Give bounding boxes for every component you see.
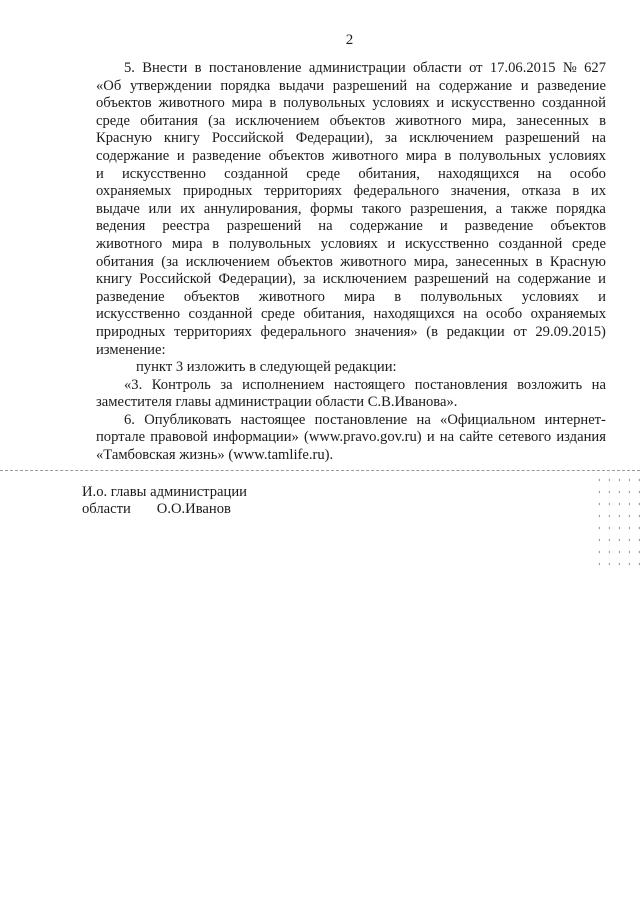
body-word: или: [148, 200, 172, 217]
body-word: животного: [340, 253, 407, 270]
body-word: обитания: [96, 253, 154, 270]
signature-title: И.о. главы администрации: [82, 484, 247, 500]
body-word: мира,: [413, 253, 449, 270]
body-word: разведение: [192, 147, 262, 164]
body-word: (www.pravo.gov.ru): [303, 429, 422, 446]
body-word: книгу: [96, 271, 132, 288]
body-word: разрешений: [414, 271, 489, 288]
body-word: созданной: [188, 306, 253, 323]
body-word: за: [385, 130, 398, 147]
body-word: реестра: [162, 218, 210, 235]
body-line: пункт 3 изложить в следующей редакции:: [136, 359, 397, 376]
body-word: на: [416, 411, 431, 428]
body-line: [96, 183, 606, 201]
body-word: постановление: [208, 60, 302, 76]
body-line: [96, 60, 606, 78]
body-word: искусственно: [121, 165, 206, 182]
body-line: [96, 236, 606, 254]
body-word: сетевого: [498, 429, 552, 446]
body-word: искусственно: [404, 235, 489, 252]
body-word: порядка: [220, 77, 271, 94]
body-word: значения»: [354, 323, 418, 340]
body-line: [96, 306, 606, 324]
body-word: а: [495, 200, 503, 217]
body-word: в: [535, 253, 543, 270]
body-word: полувольных: [420, 288, 503, 305]
body-line: [96, 218, 606, 236]
body-word: животного: [158, 95, 225, 112]
body-word: животного: [395, 112, 462, 129]
body-word: объектов: [183, 288, 240, 305]
body-word: исключением: [409, 130, 494, 147]
body-word: и: [387, 235, 396, 252]
signature-name: О.О.Иванов: [156, 501, 231, 517]
body-word: мира,: [471, 112, 507, 129]
body-word: редакции: [446, 323, 505, 340]
body-word: и: [96, 165, 104, 182]
body-word: утверждении: [129, 77, 212, 94]
body-word: животного: [332, 147, 399, 164]
body-word: за: [220, 376, 233, 393]
body-word: среде: [306, 165, 341, 182]
body-word: и: [598, 271, 606, 288]
body-word: области: [412, 60, 462, 76]
body-word: портале: [96, 429, 146, 446]
body-word: содержание: [517, 271, 591, 288]
body-line: [96, 148, 606, 166]
body-word: федерального: [260, 323, 347, 340]
body-word: в: [394, 288, 402, 305]
body-word: администрации: [308, 60, 406, 76]
body-word: разрешений: [226, 218, 302, 235]
body-word: в: [269, 95, 277, 112]
body-word: исключением: [235, 112, 320, 129]
body-word: (за: [208, 112, 226, 129]
body-word: ведения: [96, 218, 146, 235]
body-word: среде: [96, 112, 130, 129]
body-word: за: [303, 271, 316, 288]
body-word: значения,: [450, 183, 510, 200]
body-word: сайте: [459, 429, 494, 446]
body-word: настоящее: [240, 411, 306, 428]
body-word: находящихся: [438, 165, 520, 182]
body-word: на: [591, 376, 606, 393]
body-word: на: [415, 77, 431, 94]
body-word: разведение: [96, 288, 165, 305]
body-word: разведение: [464, 218, 534, 235]
body-word: разрешения,: [409, 200, 487, 217]
body-word: обитания: [140, 112, 198, 129]
body-word: Федерации),: [295, 130, 374, 147]
body-line: [96, 289, 606, 307]
body-word: (в: [426, 323, 438, 340]
body-word: природных: [182, 183, 253, 200]
body-word: условиях: [548, 147, 606, 164]
body-word: природных: [96, 323, 166, 340]
body-word: 627: [584, 60, 606, 76]
page-number: 2: [345, 32, 355, 48]
body-word: территориях: [174, 323, 252, 340]
body-word: такого: [361, 200, 402, 217]
body-word: 5.: [124, 60, 135, 76]
body-word: территориях: [264, 183, 342, 200]
body-line: [96, 254, 606, 272]
body-word: исключением: [322, 271, 407, 288]
body-word: на: [318, 218, 333, 235]
body-word: объектов: [277, 253, 333, 270]
body-word: объектов: [96, 95, 152, 112]
body-word: мира: [171, 235, 203, 252]
body-word: «Об: [96, 77, 122, 94]
scan-separator-line: [0, 470, 640, 472]
body-word: мира: [405, 147, 437, 164]
body-word: постановление: [314, 411, 408, 428]
body-word: информации»: [213, 429, 299, 446]
body-word: условиях: [521, 288, 579, 305]
body-word: содержание: [96, 147, 170, 164]
body-word: и: [426, 429, 435, 446]
body-line: [96, 324, 606, 342]
body-word: на: [591, 130, 606, 147]
body-word: объектов: [268, 147, 325, 164]
body-word: содержание: [438, 77, 513, 94]
body-line: [96, 78, 606, 96]
body-word: от: [513, 323, 527, 340]
body-word: среде: [571, 235, 606, 252]
body-word: среде: [260, 306, 295, 323]
document-body: [96, 60, 606, 465]
body-word: находящихся: [373, 306, 455, 323]
body-word: исполнением: [242, 376, 325, 393]
body-line: [96, 130, 606, 148]
body-word: искусственно: [451, 95, 536, 112]
body-line: заместителя главы администрации области С.В.Иванова».: [96, 394, 458, 411]
body-word: в: [212, 235, 220, 252]
body-word: «Официальном: [440, 411, 536, 428]
body-word: «3.: [124, 376, 143, 393]
body-word: объектов: [329, 112, 386, 129]
body-word: возложить: [517, 376, 583, 393]
body-word: полувольных: [458, 147, 542, 164]
body-word: условиях: [320, 235, 378, 252]
body-word: Опубликовать: [144, 411, 232, 428]
body-word: и: [520, 77, 529, 94]
body-line: [96, 412, 606, 430]
body-word: Контроль: [151, 376, 211, 393]
body-word: и: [439, 218, 448, 235]
body-line: [96, 377, 606, 395]
body-word: искусственно: [96, 306, 180, 323]
body-word: Красную: [96, 130, 152, 147]
body-word: настоящего: [333, 376, 406, 393]
body-word: содержание: [349, 218, 423, 235]
body-word: порядка: [556, 200, 606, 217]
scan-noise-right: [590, 470, 640, 570]
body-word: полувольных: [228, 235, 312, 252]
body-word: Российской: [139, 271, 212, 288]
body-line: [96, 201, 606, 219]
body-word: Внести: [142, 60, 188, 76]
body-word: Российской: [211, 130, 284, 147]
body-word: (за: [161, 253, 179, 270]
body-word: в: [572, 183, 580, 200]
signature-region: области: [82, 501, 131, 517]
body-word: и: [436, 95, 445, 112]
scan-noise-left: [0, 478, 44, 558]
body-word: обитания,: [303, 306, 365, 323]
body-word: федерального: [353, 183, 440, 200]
body-word: разрешений: [505, 130, 580, 147]
body-word: и: [598, 288, 606, 305]
body-line: [96, 95, 606, 113]
body-word: книгу: [163, 130, 200, 147]
body-word: занесенных: [455, 253, 529, 270]
body-word: особо: [569, 165, 606, 182]
body-line: изменение:: [96, 341, 166, 358]
body-word: интернет-: [544, 411, 606, 428]
signature-block: [82, 484, 247, 518]
body-word: 6.: [124, 411, 135, 428]
body-line: [96, 271, 606, 289]
body-word: созданной: [498, 235, 563, 252]
body-word: особо: [485, 306, 523, 323]
body-word: их: [590, 183, 606, 200]
body-word: издания: [556, 429, 606, 446]
body-word: выдачи: [278, 77, 325, 94]
body-word: мира: [231, 95, 263, 112]
body-line: [96, 429, 606, 447]
body-word: от: [469, 60, 483, 76]
body-line: [96, 166, 606, 184]
body-word: на: [439, 429, 455, 446]
body-word: выдаче: [96, 200, 140, 217]
body-word: в: [194, 60, 202, 76]
body-word: аннулирования,: [203, 200, 302, 217]
body-word: обитания,: [358, 165, 420, 182]
body-word: формы: [310, 200, 354, 217]
body-word: постановления: [414, 376, 508, 393]
body-word: Красную: [549, 253, 606, 270]
body-word: в: [599, 112, 606, 129]
body-word: Федерации),: [218, 271, 296, 288]
body-word: занесенных: [516, 112, 589, 129]
body-word: мира: [344, 288, 375, 305]
body-word: разведение: [537, 77, 606, 94]
body-line: «Тамбовская жизнь» (www.tamlife.ru).: [96, 447, 334, 464]
body-word: 29.09.2015): [535, 323, 606, 340]
body-word: полувольных: [283, 95, 366, 112]
body-word: №: [562, 60, 577, 76]
body-word: созданной: [541, 95, 606, 112]
body-word: отказа: [521, 183, 561, 200]
body-word: их: [180, 200, 196, 217]
body-word: условиях: [372, 95, 430, 112]
body-word: также: [510, 200, 548, 217]
body-word: животного: [258, 288, 325, 305]
body-word: охраняемых: [530, 306, 606, 323]
body-word: созданной: [224, 165, 289, 182]
body-word: охраняемых: [96, 183, 172, 200]
body-word: 17.06.2015: [489, 60, 556, 76]
body-word: в: [444, 147, 452, 164]
body-word: на: [463, 306, 478, 323]
body-word: на: [537, 165, 552, 182]
body-word: разрешений: [332, 77, 408, 94]
body-word: правовой: [150, 429, 208, 446]
body-word: и: [176, 147, 185, 164]
body-word: животного: [96, 235, 163, 252]
body-word: на: [496, 271, 511, 288]
body-line: [96, 113, 606, 131]
body-word: объектов: [550, 218, 606, 235]
body-word: исключением: [185, 253, 270, 270]
